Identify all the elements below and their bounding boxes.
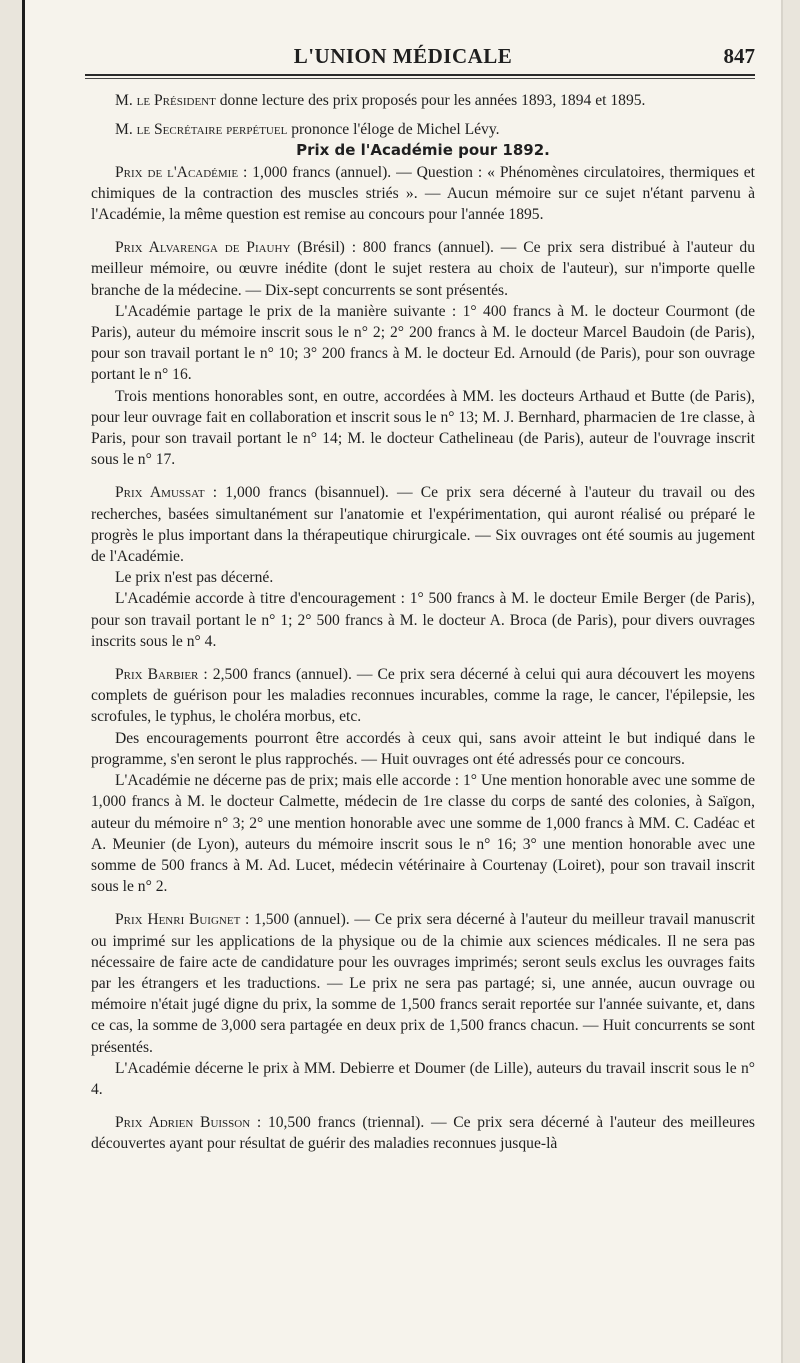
- paragraph-lead: M. le Président: [115, 92, 216, 109]
- paragraph-text: prononce l'éloge de Michel Lévy.: [287, 121, 500, 139]
- prize-barbier: [91, 664, 755, 728]
- prize-academie: [91, 162, 755, 226]
- prize-text: (Brésil) : 800 francs (annuel). — Ce prix sera distribué à l'auteur du meilleur mémoire, ou œuvre inédite (dont le sujet restera au choix de l'auteur), sur n'importe quelle branche de la médecine. — Dix-sept concurrents se sont présentés.: [91, 239, 755, 299]
- prize-lead: Prix Alvarenga de Piauhy: [115, 239, 291, 257]
- prize-barbier-encouragements: [91, 728, 755, 770]
- page-header: [25, 38, 781, 78]
- section-title: Prix de l'Académie pour 1892.: [296, 141, 550, 160]
- body-text: [91, 90, 755, 1155]
- prize-lead: Prix Adrien Buisson: [115, 1114, 251, 1132]
- prize-buignet: [91, 909, 755, 1057]
- running-title: L'UNION MÉDICALE: [293, 44, 513, 68]
- prize-text: L'Académie accorde à titre d'encouragement : 1° 500 francs à M. le docteur Emile Berger (de Paris), pour son travail portant le n° 1; 2° 500 francs à M. le docteur A. Broca (de Paris), pour divers ouvrages inscrits sous le n° 4.: [91, 590, 755, 650]
- prize-lead: Prix Amussat: [115, 484, 205, 502]
- prize-text: Trois mentions honorables sont, en outre, accordées à MM. les docteurs Arthaud et Butte (de Paris), pour leur ouvrage fait en collaboration et inscrit sous le n° 13; M. J. Bernhard, pharmacien de 1re classe, à Paris, pour son travail portant le n° 14; M. le docteur Cathelineau (de Paris), auteur de l'ouvrage inscrit sous le n° 17.: [91, 387, 755, 469]
- prize-text: Le prix n'est pas décerné.: [115, 569, 274, 587]
- prize-text: : 1,000 francs (bisannuel). — Ce prix sera décerné à l'auteur du travail ou des recherches, basées simultanément sur l'anatomie et l'expérimentation, qui auront réalisé ou préparé le progrès le plus important dans la thérapeutique chirurgicale. — Six ouvrages ont été soumis au jugement de l'Académie.: [91, 484, 755, 566]
- prize-buisson: [91, 1112, 755, 1154]
- paragraph-president: [91, 90, 755, 111]
- prize-text: L'Académie partage le prix de la manière suivante : 1° 400 francs à M. le docteur Courmont (de Paris), auteur du mémoire inscrit sous le n° 2; 2° 200 francs à M. le docteur Marcel Baudoin (de Paris), pour son travail portant le n° 10; 3° 200 francs à M. le docteur Ed. Arnould (de Paris), pour son ouvrage portant le n° 16.: [91, 302, 755, 384]
- header-rule-thin: [85, 78, 755, 79]
- page-number: 847: [723, 44, 755, 68]
- prize-text: L'Académie décerne le prix à MM. Debierre et Doumer (de Lille), auteurs du travail inscrit sous le n° 4.: [91, 1059, 755, 1098]
- prize-lead: Prix Barbier: [115, 666, 199, 684]
- prize-text: : 1,000 francs (annuel). — Question : « Phénomènes circulatoires, thermiques et chimiques de la contraction des muscles striés ». — Aucun mémoire sur ce sujet n'étant parvenu à l'Académie, la même question est remise au concours pour l'année 1895.: [91, 163, 756, 224]
- prize-text: : 10,500 francs (triennal). — Ce prix sera décerné à l'auteur des meilleures découvertes ayant pour résultat de guérir des maladies reconnues jusque-là: [91, 1114, 755, 1153]
- document-page: [22, 0, 781, 1363]
- prize-text: L'Académie ne décerne pas de prix; mais elle accorde : 1° Une mention honorable avec une somme de 1,000 francs à M. le docteur Calmette, médecin de 1re classe du corps de santé des colonies, à Saïgon, auteur du mémoire n° 3; 2° une mention honorable avec une somme de 1,000 francs à MM. C. Cadéac et A. Meunier (de Lyon), auteurs du mémoire inscrit sous le n° 16; 3° une mention honorable avec une somme de 500 francs à M. Ad. Lucet, médecin vétérinaire à Courtenay (Loiret), pour son travail inscrit sous le n° 2.: [91, 772, 755, 896]
- prize-amussat-encouragement: [91, 588, 755, 652]
- prize-amussat: [91, 482, 755, 567]
- prize-barbier-result: [91, 770, 755, 897]
- prize-text: : 1,500 (annuel). — Ce prix sera décerné à l'auteur du meilleur travail manuscrit ou imprimé sur les applications de la physique ou de la chimie aux sciences médicales. Il ne sera pas nécessaire de faire acte de candidature pour les ouvrages imprimés; seront seuls exclus les ouvrages faits par les étrangers et les traductions. — Le prix ne sera pas partagé; si, une année, aucun ouvrage ou mémoire n'était jugé digne du prix, la somme de 1,500 francs serait reportée sur l'année suivante, et, dans ce cas, la somme de 3,000 sera partagée en deux prix de 1,500 francs chacun. — Huit concurrents se sont présentés.: [91, 911, 755, 1056]
- prize-text: Des encouragements pourront être accordés à ceux qui, sans avoir atteint le but indiqué dans le programme, s'en seront le plus rapprochés. — Huit ouvrages ont été adressés pour ce concours.: [91, 729, 755, 768]
- prize-buignet-result: [91, 1058, 755, 1100]
- prize-alvarenga-result: [91, 301, 755, 386]
- paragraph-text: donne lecture des prix proposés pour les années 1893, 1894 et 1895.: [215, 92, 646, 109]
- prize-lead: Prix Henri Buignet: [115, 911, 241, 929]
- paragraph-secretary: [91, 119, 755, 140]
- header-rule: [85, 74, 755, 76]
- prize-amussat-result: [91, 567, 755, 588]
- prize-text: : 2,500 francs (annuel). — Ce prix sera décerné à celui qui aura découvert les moyens complets de guérison pour les maladies reconnues incurables, comme la rage, le cancer, l'épilepsie, les scrofules, le typhus, le choléra morbus, etc.: [91, 666, 756, 726]
- prize-alvarenga: [91, 237, 755, 301]
- prize-lead: Prix de l'Académie: [115, 163, 239, 181]
- prize-alvarenga-mentions: [91, 386, 755, 471]
- paragraph-lead: M. le Secrétaire perpétuel: [115, 121, 288, 139]
